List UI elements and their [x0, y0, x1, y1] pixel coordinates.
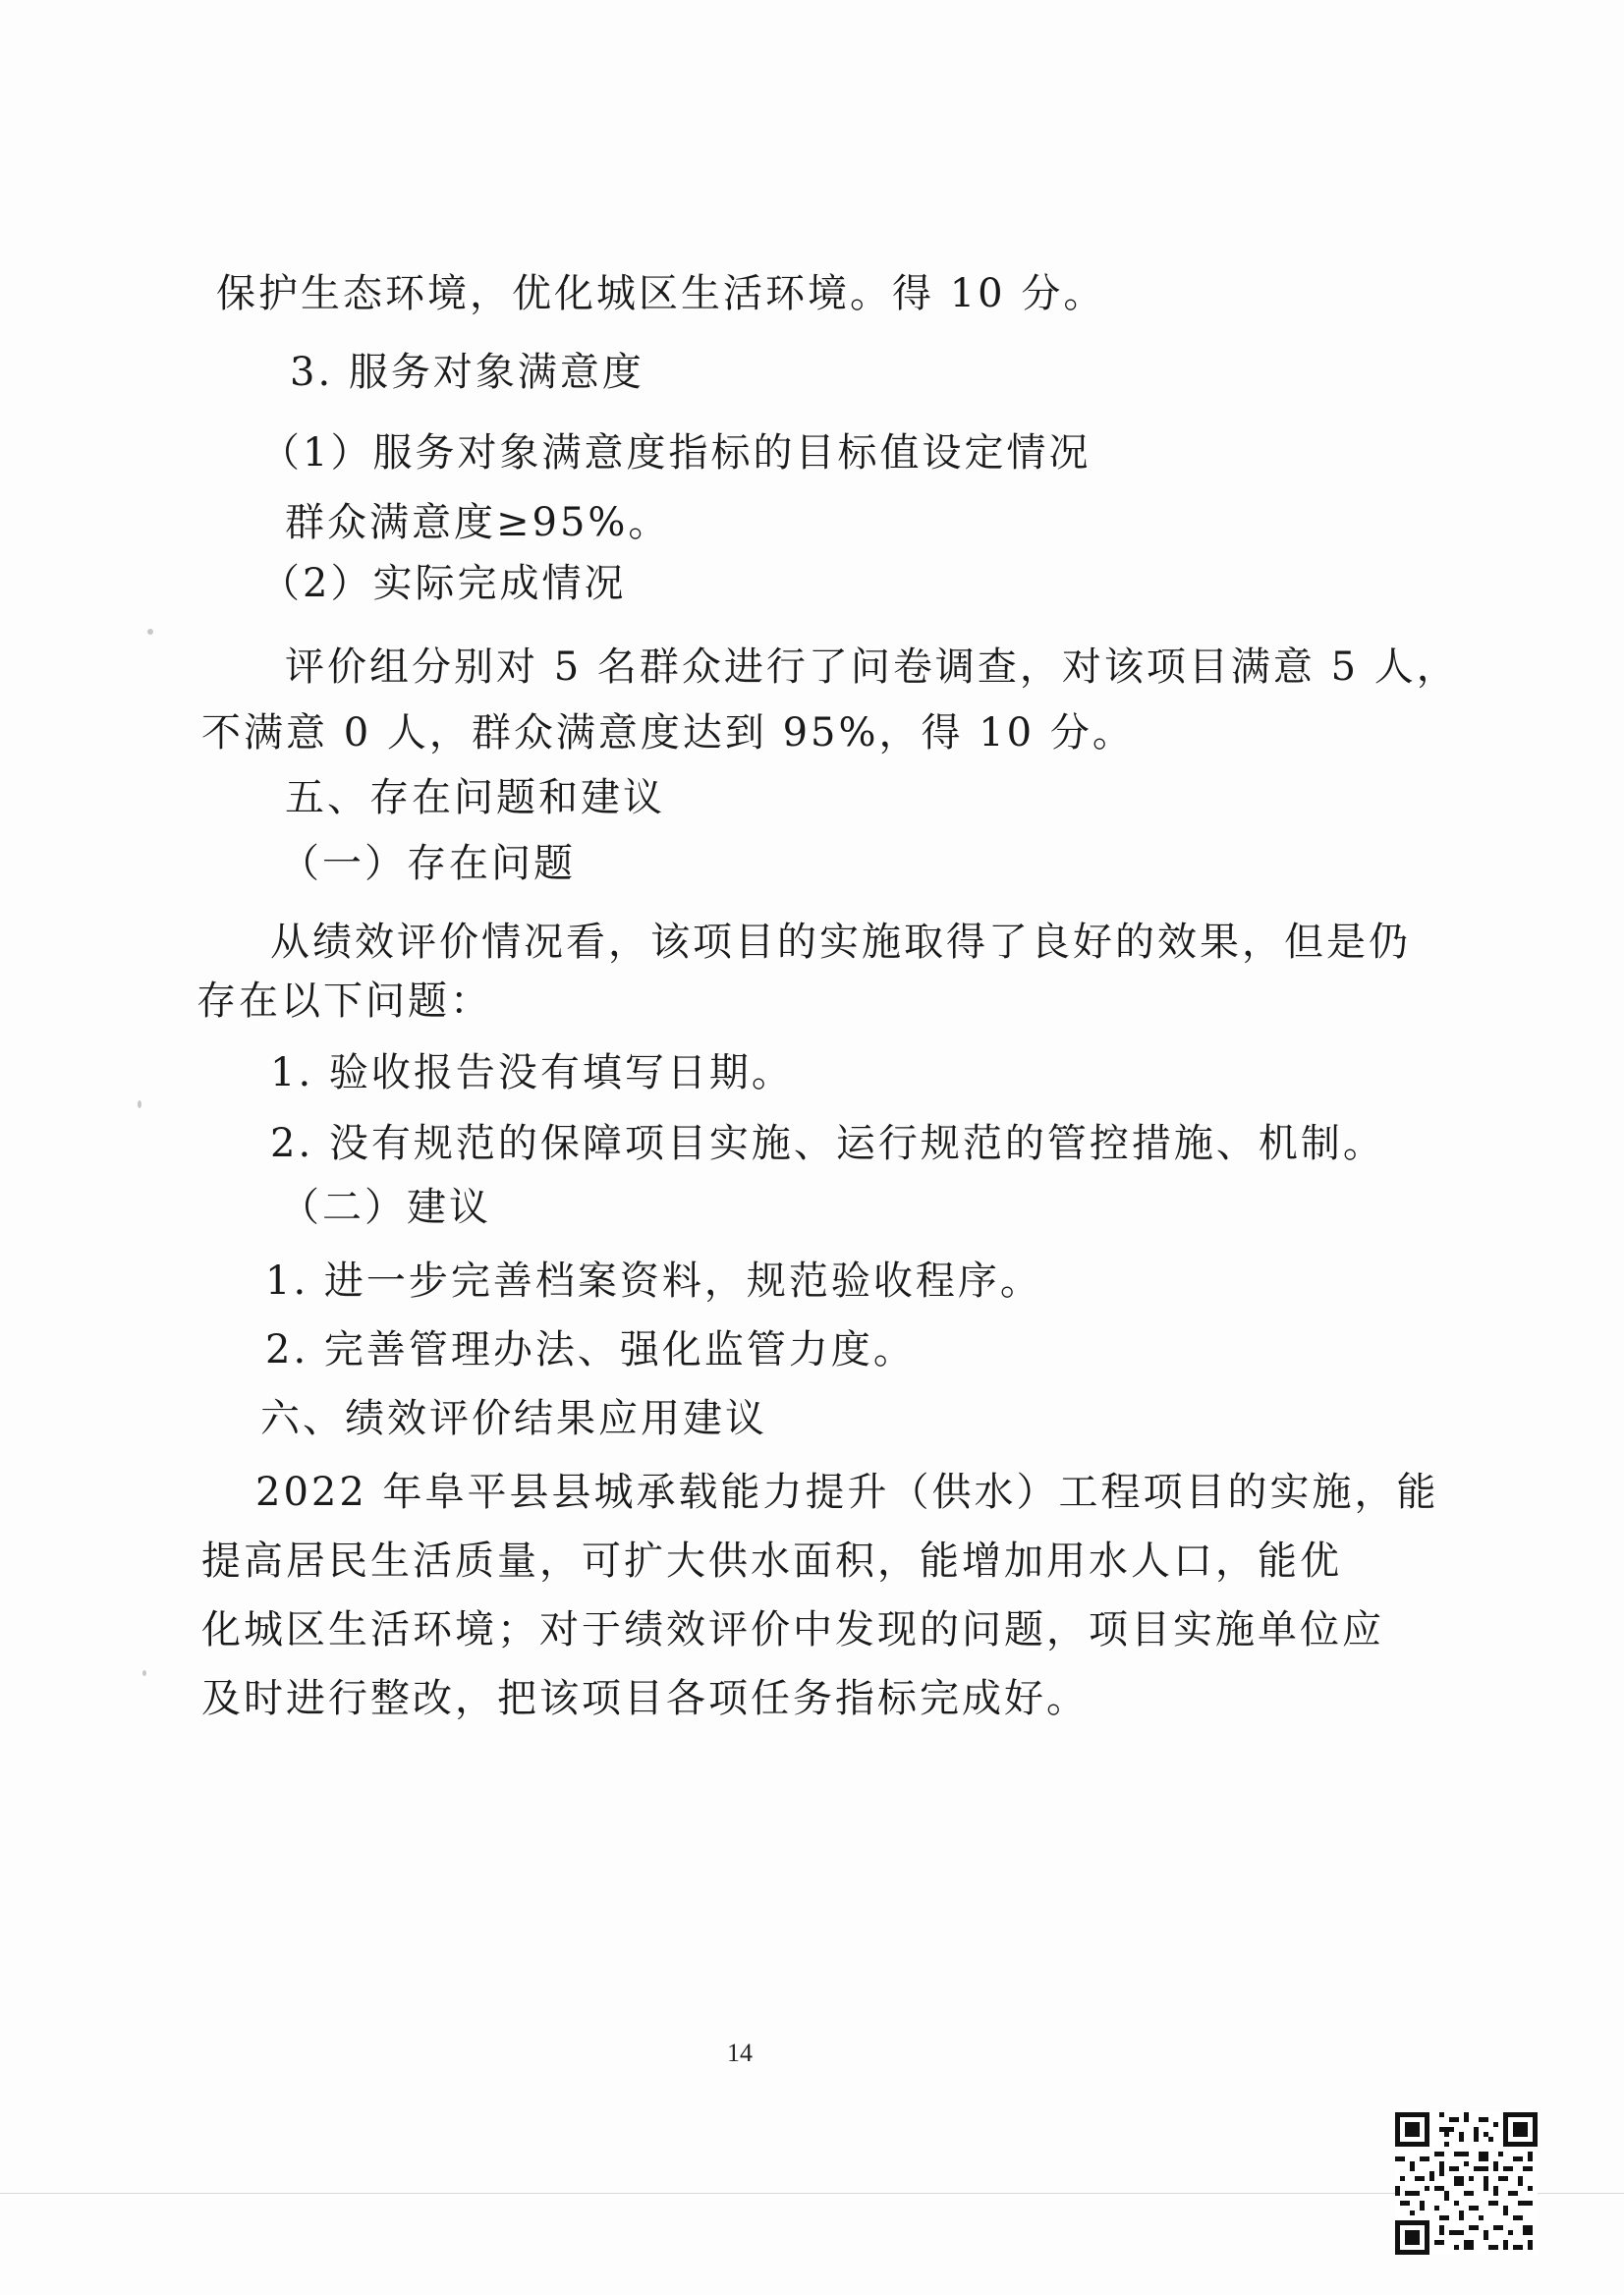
section-heading: 六、绩效评价结果应用建议	[260, 1396, 767, 1441]
scan-speck	[147, 629, 153, 635]
list-item: 1. 验收报告没有填写日期。	[270, 1050, 794, 1095]
body-line: 及时进行整改，把该项目各项任务指标完成好。	[201, 1676, 1089, 1721]
qr-code-icon	[1395, 2112, 1538, 2255]
body-line: 群众满意度≥95%。	[285, 500, 671, 545]
page-number: 14	[727, 2039, 753, 2067]
body-line: 存在以下问题：	[196, 979, 492, 1024]
body-line: 保护生态环境，优化城区生活环境。得 10 分。	[216, 271, 1106, 316]
scan-speck	[142, 1670, 146, 1676]
scan-speck	[138, 1100, 141, 1108]
subheading: （一）存在问题	[280, 841, 576, 886]
subheading: 3. 服务对象满意度	[290, 350, 644, 395]
subheading: （2）实际完成情况	[260, 561, 627, 606]
body-line: 2022 年阜平县县城承载能力提升（供水）工程项目的实施，能	[255, 1470, 1439, 1515]
list-item: 2. 没有规范的保障项目实施、运行规范的管控措施、机制。	[270, 1121, 1385, 1166]
body-line: 提高居民生活质量，可扩大供水面积，能增加用水人口，能优	[201, 1539, 1342, 1584]
body-line: 从绩效评价情况看，该项目的实施取得了良好的效果，但是仍	[270, 920, 1411, 965]
list-item: 1. 进一步完善档案资料，规范验收程序。	[265, 1259, 1042, 1304]
body-line: 评价组分别对 5 名群众进行了问卷调查，对该项目满意 5 人，	[285, 644, 1459, 690]
list-item: 2. 完善管理办法、强化监管力度。	[265, 1327, 916, 1372]
subheading: （二）建议	[280, 1185, 491, 1230]
section-heading: 五、存在问题和建议	[285, 775, 665, 820]
scan-edge-line	[0, 2193, 1624, 2194]
body-line: 化城区生活环境；对于绩效评价中发现的问题，项目实施单位应	[201, 1607, 1384, 1652]
body-line: 不满意 0 人，群众满意度达到 95%，得 10 分。	[201, 710, 1135, 756]
subheading: （1）服务对象满意度指标的目标值设定情况	[260, 430, 1092, 476]
